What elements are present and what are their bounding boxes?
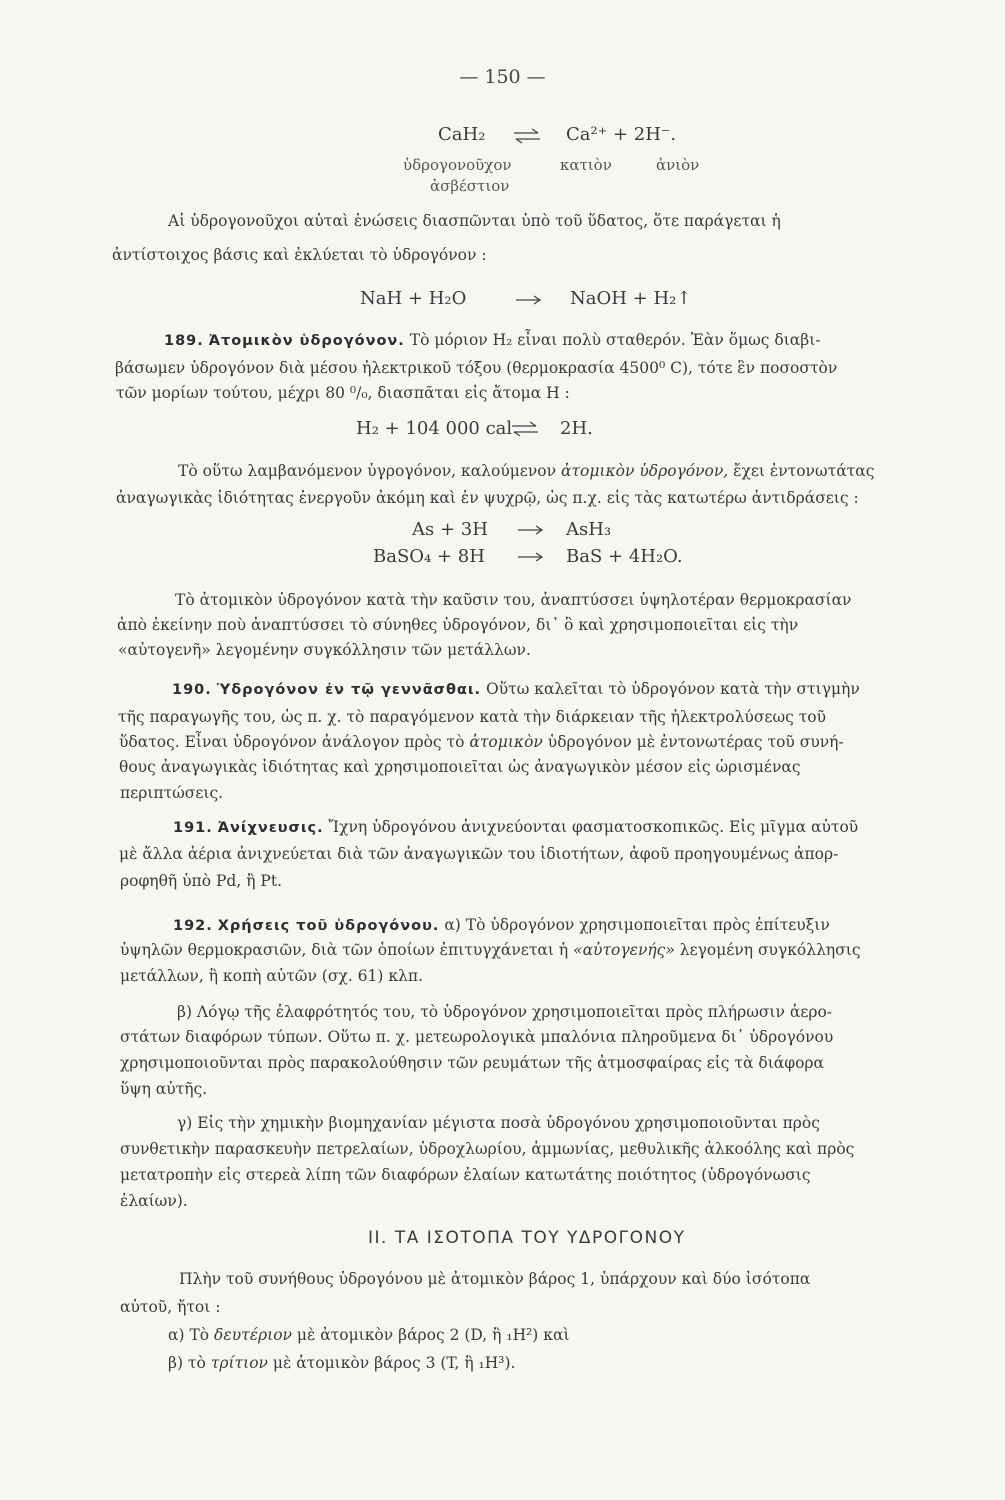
iso-b-text: β) τὸ	[168, 1354, 211, 1372]
s192-title: Χρήσεις τοῦ ὑδρογόνου.	[217, 918, 440, 934]
equilibrium-arrow-icon	[512, 126, 542, 150]
iso-b-line	[168, 1354, 515, 1373]
para-beta-line-4: ὕψη αὐτῆς.	[120, 1080, 208, 1098]
s192-heading-line	[173, 916, 830, 936]
iso-a-line	[168, 1326, 570, 1345]
s190-number: 190.	[172, 682, 212, 698]
iso-b-text-2: μὲ ἀτομικὸν βάρος 3 (T, ἢ ₁H³).	[267, 1354, 516, 1372]
s191-title: Ἀνίχνευσις.	[217, 820, 324, 836]
para-b-line-1	[178, 462, 874, 481]
s192-italic: «αὐτογενής»	[573, 941, 675, 959]
reaction-arrow-icon	[516, 549, 546, 568]
para-b-line-2: ἀναγωγικὰς ἰδιότητας ἐνεργοῦν ἀκόμη καὶ ἐν ψυχρῷ, ὡς π.χ. εἰς τὰς κατωτέρω ἀντιδράσεις :	[116, 489, 859, 507]
eq1-left: CaH₂	[438, 124, 486, 145]
iso-a-text: α) Τὸ	[168, 1326, 215, 1344]
s190-line-1: Οὕτω καλεῖται τὸ ὑδρογόνον κατὰ τὴν στιγμὴν	[486, 680, 860, 698]
iso-a-text-2: μὲ ἀτομικὸν βάρος 2 (D, ἢ ₁H²) καὶ	[291, 1326, 570, 1344]
s191-line-2: μὲ ἄλλα ἀέρια ἀνιχνεύεται διὰ τῶν ἀναγωγικῶν του ἰδιοτήτων, ἀφοῦ προηγουμένως ἀπορ-	[119, 845, 839, 863]
eq3-right: 2H.	[560, 418, 593, 439]
eq4-left: As + 3H	[412, 519, 488, 540]
s189-line-1: Τὸ μόριον H₂ εἶναι πολὺ σταθερόν. Ἐὰν ὅμως διαβι-	[409, 331, 821, 349]
reaction-arrow-icon	[516, 522, 546, 541]
para-b-text-2: ἔχει ἐντονωτάτας	[728, 462, 875, 480]
eq4-right: AsH₃	[566, 519, 612, 540]
eq1-label-compound-2: ἀσβέστιον	[430, 177, 510, 195]
s189-number: 189.	[164, 333, 204, 349]
para-iso-line-2: αὐτοῦ, ἤτοι :	[120, 1298, 221, 1316]
s190-italic: ἀτομικὸν	[469, 733, 543, 751]
s192-text-2: λεγομένη συγκόλλησις	[674, 941, 861, 959]
s190-text-2: ὑδρογόνον μὲ ἐντονωτέρας τοῦ συνή-	[542, 733, 844, 751]
eq3-left: H₂ + 104 000 cal	[356, 418, 513, 439]
s190-line-4: θους ἀναγωγικὰς ἰδιότητας καὶ χρησιμοποιεῖται ὡς ἀναγωγικὸν μέσον εἰς ὡρισμένας	[119, 758, 801, 776]
eq1-label-compound: ὑδρογονοῦχον	[403, 156, 512, 174]
equilibrium-arrow-icon	[510, 419, 540, 443]
eq5-right: BaS + 4H₂O.	[566, 546, 683, 567]
s192-line-2	[120, 941, 861, 960]
eq5-left: BaSO₄ + 8H	[373, 546, 485, 567]
s191-number: 191.	[173, 820, 213, 836]
para-c-line-3: «αὐτογενῆ» λεγομένην συγκόλλησιν τῶν μετάλλων.	[118, 641, 531, 659]
s192-number: 192.	[173, 918, 213, 934]
s190-text: ὕδατος. Εἶναι ὑδρογόνον ἀνάλογον πρὸς τὸ	[119, 733, 470, 751]
para-beta-line-1: β) Λόγῳ τῆς ἐλαφρότητός του, τὸ ὑδρογόνον χρησιμοποιεῖται πρὸς πλήρωσιν ἀερο-	[177, 1003, 833, 1021]
s190-line-5: περιπτώσεις.	[120, 784, 224, 802]
eq1-label-anion: ἀνιὸν	[656, 156, 700, 174]
para-iso-line-1: Πλὴν τοῦ συνήθους ὑδρογόνου μὲ ἀτομικὸν βάρος 1, ὑπάρχουν καὶ δύο ἰσότοπα	[179, 1270, 811, 1288]
s189-line-2: βάσωμεν ὑδρογόνον διὰ μέσου ἠλεκτρικοῦ τόξου (θερμοκρασία 4500⁰ C), τότε ἓν ποσοστὸν	[115, 359, 838, 377]
s190-heading-line	[172, 680, 860, 700]
s189-heading-line	[164, 331, 821, 351]
para-a-line-1: Αἱ ὑδρογονοῦχοι αὐταὶ ἑνώσεις διασπῶνται ὑπὸ τοῦ ὕδατος, ὅτε παράγεται ἡ	[168, 212, 781, 230]
iso-a-italic: δευτέριον	[214, 1326, 292, 1344]
s190-title: Ὑδρογόνον ἐν τῷ γεννᾶσθαι.	[216, 682, 482, 698]
section-title: II. ΤΑ ΙΣΟΤΟΠΑ ΤΟΥ ΥΔΡΟΓΟΝΟΥ	[368, 1228, 686, 1248]
s190-line-3	[119, 733, 844, 752]
eq2-left: NaH + H₂O	[360, 288, 467, 309]
s191-line-3: ροφηθῆ ὑπὸ Pd, ἢ Pt.	[120, 872, 283, 890]
s192-text: ὑψηλῶν θερμοκρασιῶν, διὰ τῶν ὁποίων ἐπιτυγχάνεται ἡ	[120, 941, 574, 959]
para-gamma-line-4: ἐλαίων).	[120, 1192, 188, 1210]
para-beta-line-2: στάτων διαφόρων τύπων. Οὕτω π. χ. μετεωρολογικὰ μπαλόνια πληροῦμενα δι᾽ ὑδρογόνου	[120, 1028, 834, 1046]
para-gamma-line-3: μετατροπὴν εἰς στερεὰ λίπη τῶν διαφόρων ἐλαίων κατωτάτης ποιότητος (ὑδρογόνωσις	[120, 1166, 811, 1184]
s189-title: Ἀτομικὸν ὑδρογόνον.	[208, 333, 405, 349]
page-number: — 150 —	[459, 66, 546, 88]
para-a-line-2: ἀντίστοιχος βάσις καὶ ἐκλύεται τὸ ὑδρογόνον :	[112, 246, 487, 264]
para-gamma-line-2: συνθετικὴν παρασκευὴν πετρελαίων, ὑδροχλωρίου, ἀμμωνίας, μεθυλικῆς ἀλκοόλης καὶ πρὸς	[120, 1140, 855, 1158]
iso-b-italic: τρίτιον	[210, 1354, 268, 1372]
s190-line-2: τῆς παραγωγῆς του, ὡς π. χ. τὸ παραγόμενον κατὰ τὴν διάρκειαν τῆς ἠλεκτρολύσεως τοῦ	[118, 708, 827, 726]
eq1-label-cation: κατιὸν	[560, 156, 612, 174]
para-c-line-2: ἀπὸ ἐκείνην ποὺ ἀναπτύσσει τὸ σύνηθες ὑδρογόνον, δι᾽ ὃ καὶ χρησιμοποιεῖται εἰς τὴν	[117, 616, 799, 634]
para-b-italic: ἀτομικὸν ὑδρογόνον,	[560, 462, 729, 480]
s192-line-1: α) Τὸ ὑδρογόνον χρησιμοποιεῖται πρὸς ἐπίτευξιν	[444, 916, 830, 934]
reaction-arrow-icon	[514, 292, 544, 311]
para-c-line-1: Τὸ ἀτομικὸν ὑδρογόνον κατὰ τὴν καῦσιν του, ἀναπτύσσει ὑψηλοτέραν θερμοκρασίαν	[175, 591, 852, 609]
eq1-right: Ca²⁺ + 2H⁻.	[566, 124, 677, 145]
s189-line-3: τῶν μορίων τούτου, μέχρι 80 ⁰/₀, διασπᾶται εἰς ἄτομα H :	[116, 384, 570, 402]
s191-line-1: Ἴχνη ὑδρογόνου ἀνιχνεύονται φασματοσκοπικῶς. Εἰς μῖγμα αὐτοῦ	[328, 818, 859, 836]
eq2-right: NaOH + H₂↑	[570, 288, 692, 309]
s191-heading-line	[173, 818, 858, 838]
para-b-text: Τὸ οὕτω λαμβανόμενον ὑγρογόνον, καλούμενον	[178, 462, 561, 480]
s192-line-3: μετάλλων, ἢ κοπὴ αὐτῶν (σχ. 61) κλπ.	[120, 967, 423, 985]
para-gamma-line-1: γ) Εἰς τὴν χημικὴν βιομηχανίαν μέγιστα ποσὰ ὑδρογόνου χρησιμοποιοῦνται πρὸς	[177, 1114, 820, 1132]
para-beta-line-3: χρησιμοποιοῦνται πρὸς παρακολούθησιν τῶν ρευμάτων τῆς ἀτμοσφαίρας εἰς τὰ διάφορα	[120, 1054, 825, 1072]
